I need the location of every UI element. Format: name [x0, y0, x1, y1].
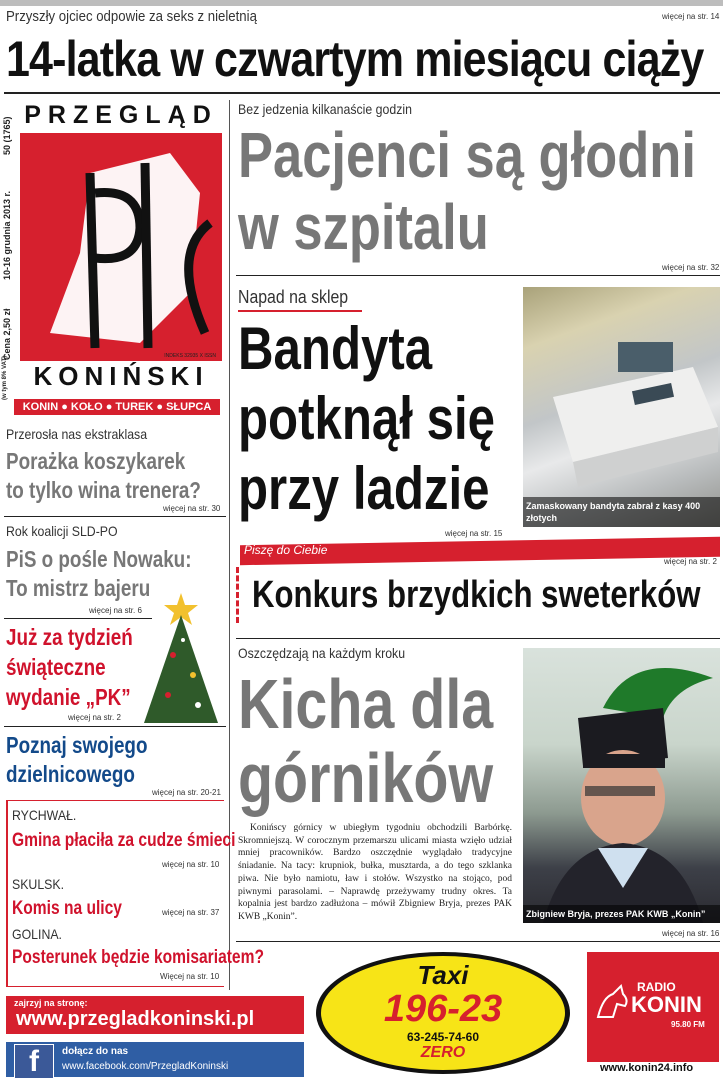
- a2-title-1: Bandyta: [238, 315, 433, 382]
- a3-left-border: [236, 567, 242, 623]
- logo-red-block: [20, 133, 222, 361]
- footer-fb-link[interactable]: www.facebook.com/PrzegladKoninski: [62, 1061, 229, 1072]
- s5-town-1: RYCHWAŁ.: [12, 807, 77, 823]
- footer-visit-label: zajrzyj na stronę:: [14, 998, 88, 1008]
- a4-more: więcej na str. 16: [662, 929, 720, 938]
- s5-town-3: GOLINA.: [12, 926, 62, 942]
- divider: [236, 275, 720, 276]
- masthead-side: [2, 100, 20, 400]
- a4-kicker: Oszczędzają na każdym kroku: [238, 645, 406, 661]
- a2-kicker: Napad na sklep: [238, 287, 349, 307]
- a2-kicker-underline: [238, 310, 362, 312]
- s5-more-3: Więcej na str. 10: [160, 972, 220, 981]
- s5-accent-bar: [6, 800, 8, 987]
- s1-more: więcej na str. 30: [163, 504, 221, 513]
- a2-caption: Zamaskowany bandyta zabrał z kasy 400 złotych: [523, 497, 720, 527]
- a1-more: więcej na str. 32: [662, 263, 720, 272]
- divider: [236, 941, 720, 942]
- masthead-towns: KONIN ● KOŁO ● TUREK ● SŁUPCA: [14, 399, 220, 415]
- a4-caption: Zbigniew Bryja, prezes PAK KWB „Konin”: [523, 905, 720, 923]
- a4-title-1: Kicha dla: [238, 665, 494, 743]
- divider: [4, 618, 152, 619]
- divider: [6, 800, 224, 801]
- s4-more: więcej na str. 20-21: [152, 788, 221, 797]
- issue-price: Cena 2,50 zł: [2, 308, 12, 360]
- footer-facebook-banner[interactable]: [6, 1042, 304, 1077]
- a1-title-2: w szpitalu: [238, 191, 489, 263]
- top-bar: [0, 0, 723, 6]
- footer-website-banner[interactable]: [6, 996, 304, 1034]
- christmas-tree-image: [138, 585, 224, 723]
- s3-more: więcej na str. 2: [68, 713, 121, 722]
- top-more: więcej na str. 14: [662, 12, 720, 21]
- a3-title: Konkurs brzydkich sweterków: [252, 574, 701, 616]
- s4-title-1: Poznaj swojego: [6, 732, 148, 758]
- taxi-alt-number: 63-245-74-60: [406, 1030, 480, 1044]
- taxi-word: Taxi: [417, 960, 469, 990]
- logo-pk-icon: [20, 133, 222, 361]
- s5-title-1: Gmina płaciła za cudze śmieci: [12, 830, 236, 851]
- a3-more: więcej na str. 2: [664, 557, 717, 566]
- s5-more-2: więcej na str. 37: [162, 908, 220, 917]
- footer-website-link[interactable]: www.przegladkoninski.pl: [16, 1008, 255, 1030]
- radio-name: KONIN: [631, 992, 702, 1017]
- s1-title-2: to tylko wina trenera?: [6, 477, 201, 503]
- s2-title-1: PiS o pośle Nowaku:: [6, 546, 192, 572]
- issue-vat: (w tym 8% VAT): [2, 355, 8, 400]
- s1-kicker: Przerosła nas ekstraklasa: [6, 426, 148, 442]
- s3-title-1: Już za tydzień: [6, 624, 133, 650]
- a4-photo-miner: [523, 648, 720, 923]
- issue-date: 10-16 grudnia 2013 r.: [2, 190, 12, 280]
- s3-title-3: wydanie „PK”: [6, 684, 131, 710]
- a2-more: więcej na str. 15: [445, 529, 503, 538]
- s1-title-1: Porażka koszykarek: [6, 448, 186, 474]
- a1-title-1: Pacjenci są głodni: [238, 119, 696, 191]
- column-divider: [229, 100, 230, 990]
- masthead-logo: [20, 101, 222, 414]
- s2-title-2: To mistrz bajeru: [6, 575, 151, 601]
- a4-body: Konińscy górnicy w ubiegłym tygodniu obchodzili Barbórkę. Skromniejszą. W corocznym przemarszu ulicami miasta wzięło udział mniej pracowników. Bardzo oszczędnie wyglądało tradycyjne śniadanie. Na tacy: krupniok, bułka, musztarda, a do tego szklanka piwa. Nie było namiotu, ław i stołów. Wszystko na stojąco, pod piwnymi parasolami. – Naprawdę przeżywamy trudny okres. Ta kopalnia jest bardzo zadłużona – mówił Zbigniew Bryja, prezes PAK KWB „Konin”.: [238, 823, 512, 922]
- taxi-brand: ZERO: [420, 1044, 466, 1061]
- a3-label: Piszę do Ciebie: [244, 543, 328, 557]
- radio-top: RADIO: [637, 980, 676, 994]
- a4-title-2: górników: [238, 739, 494, 817]
- s4-title-2: dzielnicowego: [6, 761, 135, 787]
- a2-photo-cash-register: [523, 287, 720, 527]
- radio-url[interactable]: www.konin24.info: [600, 1062, 694, 1074]
- divider: [4, 516, 226, 517]
- top-kicker: Przyszły ojciec odpowie za seks z nieletnią: [6, 8, 257, 25]
- radio-konin-ad: [587, 952, 719, 1062]
- a3-banner: [236, 541, 720, 631]
- footer-fb-join: dołącz do nas: [62, 1046, 129, 1057]
- divider: [4, 92, 720, 94]
- masthead-index: INDEKS 32935 X ISSN: [164, 353, 216, 359]
- top-headline: 14-latka w czwartym miesiącu ciąży: [6, 31, 704, 87]
- s5-more-1: więcej na str. 10: [162, 860, 220, 869]
- s5-title-3: Posterunek będzie komisariatem?: [12, 947, 264, 968]
- a1-kicker: Bez jedzenia kilkanaście godzin: [238, 101, 412, 117]
- taxi-ad: [316, 952, 570, 1074]
- facebook-icon: f: [14, 1044, 54, 1079]
- a2-title-2: potknął się: [238, 385, 496, 452]
- s3-title-2: świąteczne: [6, 654, 106, 680]
- issue-number: 50 (1765): [2, 116, 12, 155]
- s5-town-2: SKULSK.: [12, 876, 65, 892]
- radio-freq: 95.80 FM: [671, 1020, 705, 1029]
- divider: [6, 986, 224, 987]
- s5-title-2: Komis na ulicy: [12, 898, 122, 919]
- taxi-number: 196-23: [383, 988, 503, 1030]
- divider: [4, 726, 226, 727]
- horse-icon: [593, 982, 633, 1022]
- a2-title-3: przy ladzie: [238, 455, 490, 522]
- divider: [236, 638, 720, 639]
- masthead-title-bottom: KONIŃSKI: [33, 361, 209, 391]
- masthead-title-top: PRZEGLĄD: [24, 101, 218, 129]
- s2-kicker: Rok koalicji SLD-PO: [6, 523, 118, 539]
- s2-more: więcej na str. 6: [89, 606, 142, 615]
